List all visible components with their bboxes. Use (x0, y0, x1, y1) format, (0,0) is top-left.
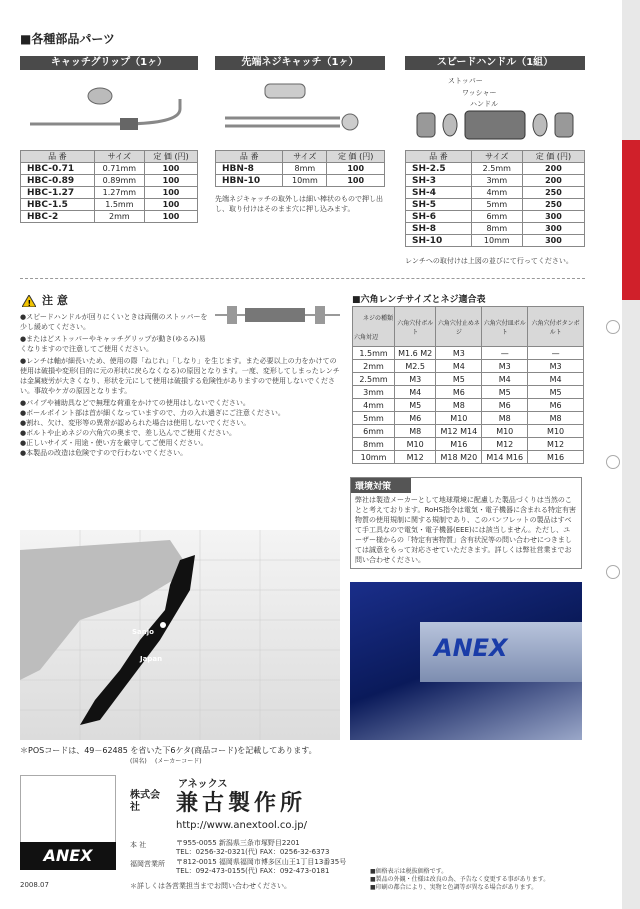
hq-line: TEL：0256-32-0321(代) FAX：0256-32-6373 (176, 848, 330, 856)
table-row: HBC-1.27 1.27mm 100 (21, 187, 198, 199)
building-photo (350, 582, 582, 740)
table-row: SH-5 5mm 250 (406, 199, 585, 211)
pos-sub-maker: (メーカーコード) (155, 758, 202, 765)
fine-print: ■価格表示は税抜価格です。 (370, 868, 448, 875)
page-title: ■各種部品パーツ (20, 32, 115, 46)
table-row: 1.5mm M1.6 M2 M3 — — (353, 347, 584, 360)
binder-hole (606, 320, 620, 334)
col-header: サイズ (283, 151, 327, 163)
table-row: 10mm M12 M18 M20 M14 M16 M16 (353, 451, 584, 464)
speed-note: レンチへの取付けは上図の並びにて行ってください。 (405, 257, 573, 265)
divider (20, 278, 585, 279)
branch-line: TEL：092-473-0155(代) FAX：092-473-0181 (176, 867, 330, 875)
col-header: 定 価 (円) (522, 151, 584, 163)
svg-text:!: ! (27, 299, 32, 307)
pos-sub-country: (国名) (130, 758, 147, 765)
fine-print: ■印刷の都合により、実物と色調等が異なる場合があります。 (370, 884, 538, 891)
fine-print: ■製品の外観・仕様は改良の為、予告なく変更する事があります。 (370, 876, 550, 883)
grip-illustration (20, 74, 198, 146)
caution-item: ●ボールポイント部は首が細くなっていますので、力の入れ過ぎにご注意ください。 (20, 409, 285, 417)
env-title: 環境対策 (351, 478, 411, 493)
branch-line: 〒812-0015 福岡県福岡市博多区山王1丁目13番35号 (176, 858, 347, 866)
caution-item: ●レンチは軸が細長いため、使用の際「ねじれ」「しなり」を生じます。また必要以上の力をかけての使用は破損や変形(目的に元の形状に戻らなくなる)の原因となります。一度、変形してしまったレンチは金属疲労が大きくなり、形状を元にして使用は破損する危険性がありますので使用しないでください。事故やケガの原因となります。 (20, 357, 340, 395)
caution-title: 注 意 (42, 294, 68, 307)
company-kana: アネックス (178, 779, 228, 790)
footnote: ＊詳しくは各営業担当までお問い合わせください。 (130, 882, 291, 890)
caution-item: ●正しいサイズ・用途・使い方を厳守してご使用ください。 (20, 439, 208, 447)
handle-label: ハンドル (470, 100, 498, 108)
env-body: 弊社は製造メーカーとして地球環境に配慮した製品づくりは当然のことと考えております。RoHS指令は電気・電子機器に含まれる特定有害物質の使用規制に関する規制であり、このパンフレットの製品はすべて手工具なので電気・電子機器(EEE)には該当しません。ただし、ユーザー様からの「特定有害物質」含有状況等の問い合わせにつきましては誠意をもって対応させていただきます。詳しくは弊社営業までお問い合わせください。 (355, 496, 576, 564)
caution-item: ●割れ、欠け、変形等の異常が認められた場合は使用しないでください。 (20, 419, 251, 427)
speed-illustration (405, 105, 585, 145)
col-header: 定 価 (円) (327, 151, 385, 163)
stopper-label: ストッパー (448, 77, 483, 85)
col-header: 品 番 (21, 151, 95, 163)
speed-handle-diagram (215, 300, 340, 330)
hq-line: 〒955-0055 新潟県三条市塚野目2201 (176, 839, 300, 847)
building-sign-text: ANEX (434, 634, 508, 662)
neji-illustration (215, 74, 385, 144)
grip-bar: キャッチグリップ（1ヶ） (20, 56, 198, 70)
red-index-tab (622, 140, 640, 300)
table-row: SH-10 10mm 300 (406, 235, 585, 247)
caution-item: ●ボルトや止めネジの六角穴の奥まで、差し込んでご使用ください。 (20, 429, 236, 437)
binder-hole (606, 455, 620, 469)
table-row: 2mm M2.5 M4 M3 M3 (353, 360, 584, 373)
table-row: SH-8 8mm 300 (406, 223, 585, 235)
table-row: 3mm M4 M6 M5 M5 (353, 386, 584, 399)
table-row: 5mm M6 M10 M8 M8 (353, 412, 584, 425)
table-row: HBN-10 10mm 100 (216, 175, 385, 187)
company-type: 株式会社 (130, 790, 160, 813)
corner-cell: ネジの種類 六角対辺 (353, 307, 395, 347)
caution-item: ●スピードハンドルが回りにくいときは両側のストッパーを少し緩めてください。 (20, 313, 208, 331)
neji-note: 先端ネジキャッチの取外しは細い棒状のもので押し出し、取り付けはそのまま穴に押し込みます。 (215, 195, 383, 213)
caution-item: ●本製品の改造は危険ですので行わないでください。 (20, 449, 188, 457)
map-label-sanjo: Sanjo (132, 628, 154, 636)
caution-item: ●またはどストッパーやキャッチグリップが動き(ゆるみ)易くなりますので注意してご使用ください。 (20, 335, 206, 353)
col-header: 定 価 (円) (145, 151, 198, 163)
company-name: 兼古製作所 (176, 790, 307, 816)
table-row: SH-4 4mm 250 (406, 187, 585, 199)
japan-map (20, 530, 340, 740)
company-url[interactable]: http://www.anextool.co.jp/ (176, 820, 308, 831)
table-row: HBC-0.89 0.89mm 100 (21, 175, 198, 187)
table-row: SH-6 6mm 300 (406, 211, 585, 223)
col-header: 六角穴付止めネジ (436, 307, 482, 347)
table-row: HBC-2 2mm 100 (21, 211, 198, 223)
binder-hole (606, 565, 620, 579)
caution-item: ●パイプや補助具などで無理な荷重をかけての使用はしないでください。 (20, 399, 250, 407)
speed-bar: スピードハンドル（1組） (405, 56, 585, 70)
col-header: 六角穴付皿ボルト (482, 307, 528, 347)
table-row: HBN-8 8mm 100 (216, 163, 385, 175)
neji-table (215, 150, 385, 187)
washer-label: ワッシャー (462, 89, 497, 97)
table-row: 6mm M8 M12 M14 M10 M10 (353, 425, 584, 438)
table-row: 4mm M5 M8 M6 M6 (353, 399, 584, 412)
col-header: サイズ (471, 151, 522, 163)
issue-date: 2008.07 (20, 881, 49, 889)
hq-label: 本 社 (130, 841, 147, 849)
hex-table (352, 306, 584, 464)
table-row: HBC-0.71 0.71mm 100 (21, 163, 198, 175)
env-box (350, 477, 582, 569)
anex-logo: ANEX (20, 842, 116, 870)
table-row: SH-2.5 2.5mm 200 (406, 163, 585, 175)
speed-table (405, 150, 585, 247)
col-header: 六角穴付ボルト (395, 307, 436, 347)
neji-bar: 先端ネジキャッチ（1ヶ） (215, 56, 385, 70)
table-row: 8mm M10 M16 M12 M12 (353, 438, 584, 451)
hex-title: ■六角レンチサイズとネジ適合表 (352, 295, 486, 305)
table-row: HBC-1.5 1.5mm 100 (21, 199, 198, 211)
col-header: 品 番 (216, 151, 283, 163)
page-edge-strip (622, 0, 640, 909)
col-header: サイズ (94, 151, 144, 163)
table-row: 2.5mm M3 M5 M4 M4 (353, 373, 584, 386)
table-row: SH-3 3mm 200 (406, 175, 585, 187)
warning-icon (22, 292, 36, 311)
map-label-japan: Japan (140, 655, 163, 663)
branch-label: 福岡営業所 (130, 860, 165, 868)
pos-note: ＊POSコードは、49－62485 を省いた下6ケタ(商品コード)を記載してあります。 (20, 746, 317, 755)
col-header: 六角穴付ボタンボルト (528, 307, 584, 347)
col-header: 品 番 (406, 151, 472, 163)
grip-table (20, 150, 198, 223)
